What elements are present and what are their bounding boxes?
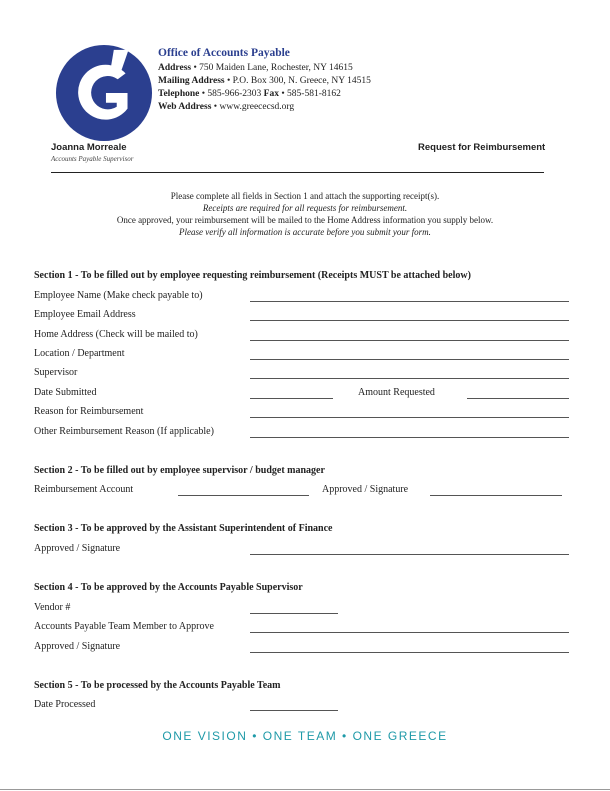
date-processed-label: Date Processed bbox=[34, 699, 96, 710]
page-bottom-rule bbox=[0, 789, 610, 790]
field-label: Reason for Reimbursement bbox=[34, 406, 144, 417]
date-processed-field[interactable] bbox=[250, 710, 338, 711]
field-label: Employee Email Address bbox=[34, 309, 136, 320]
header-divider bbox=[51, 172, 544, 173]
office-title: Office of Accounts Payable bbox=[158, 47, 290, 59]
reason-field[interactable] bbox=[250, 417, 569, 418]
field-label: Date Submitted bbox=[34, 387, 97, 398]
supervisor-field[interactable] bbox=[250, 378, 569, 379]
vendor-number-label: Vendor # bbox=[34, 602, 71, 613]
home-address-field[interactable] bbox=[250, 340, 569, 341]
greece-csd-logo bbox=[55, 44, 153, 142]
team-member-label: Accounts Payable Team Member to Approve bbox=[34, 621, 214, 632]
mailing-address-line: Mailing Address • P.O. Box 300, N. Greece, NY 14515 bbox=[158, 76, 371, 86]
amount-requested-field[interactable] bbox=[467, 398, 569, 399]
field-label: Supervisor bbox=[34, 367, 78, 378]
location-department-field[interactable] bbox=[250, 359, 569, 360]
telephone-line: Telephone • 585-966-2303 Fax • 585-581-8162 bbox=[158, 89, 341, 99]
intro-line-3: Once approved, your reimbursement will be mailed to the Home Address information you supply below. bbox=[116, 215, 494, 225]
field-label: Other Reimbursement Reason (If applicable) bbox=[34, 426, 214, 437]
form-title: Request for Reimbursement bbox=[418, 142, 546, 153]
reimbursement-account-label: Reimbursement Account bbox=[34, 484, 134, 495]
vendor-number-field[interactable] bbox=[250, 613, 338, 614]
other-reason-field[interactable] bbox=[250, 437, 569, 438]
field-label: Employee Name (Make check payable to) bbox=[34, 290, 203, 301]
address-line: Address • 750 Maiden Lane, Rochester, NY 14615 bbox=[158, 63, 353, 73]
approved-signature-label: Approved / Signature bbox=[34, 641, 121, 652]
section-1-title: Section 1 - To be filled out by employee requesting reimbursement (Receipts MUST be attached below) bbox=[34, 270, 471, 281]
field-label: Home Address (Check will be mailed to) bbox=[34, 329, 198, 340]
footer-tagline: ONE VISION • ONE TEAM • ONE GREECE bbox=[162, 729, 448, 743]
supervisor-signature-field[interactable] bbox=[430, 495, 562, 496]
section-3-title: Section 3 - To be approved by the Assistant Superintendent of Finance bbox=[34, 523, 333, 534]
finance-signature-field[interactable] bbox=[250, 554, 569, 555]
date-submitted-field[interactable] bbox=[250, 398, 333, 399]
section-4-title: Section 4 - To be approved by the Accounts Payable Supervisor bbox=[34, 582, 303, 593]
approved-signature-label: Approved / Signature bbox=[34, 543, 121, 554]
intro-line-2: Receipts are required for all requests for reimbursement. bbox=[202, 203, 408, 213]
intro-line-1: Please complete all fields in Section 1 and attach the supporting receipt(s). bbox=[170, 191, 440, 201]
intro-line-4: Please verify all information is accurate before you submit your form. bbox=[179, 227, 431, 237]
ap-supervisor-signature-field[interactable] bbox=[250, 652, 569, 653]
approved-signature-label: Approved / Signature bbox=[322, 484, 409, 495]
section-2-title: Section 2 - To be filled out by employee supervisor / budget manager bbox=[34, 465, 325, 476]
reimbursement-account-field[interactable] bbox=[178, 495, 309, 496]
employee-email-field[interactable] bbox=[250, 320, 569, 321]
employee-name-field[interactable] bbox=[250, 301, 569, 302]
team-member-field[interactable] bbox=[250, 632, 569, 633]
signer-name: Joanna Morreale bbox=[51, 142, 127, 153]
amount-requested-label: Amount Requested bbox=[358, 387, 435, 398]
signer-title: Accounts Payable Supervisor bbox=[51, 155, 134, 163]
section-5-title: Section 5 - To be processed by the Accounts Payable Team bbox=[34, 680, 281, 691]
web-address-line: Web Address • www.greececsd.org bbox=[158, 102, 295, 112]
field-label: Location / Department bbox=[34, 348, 125, 359]
